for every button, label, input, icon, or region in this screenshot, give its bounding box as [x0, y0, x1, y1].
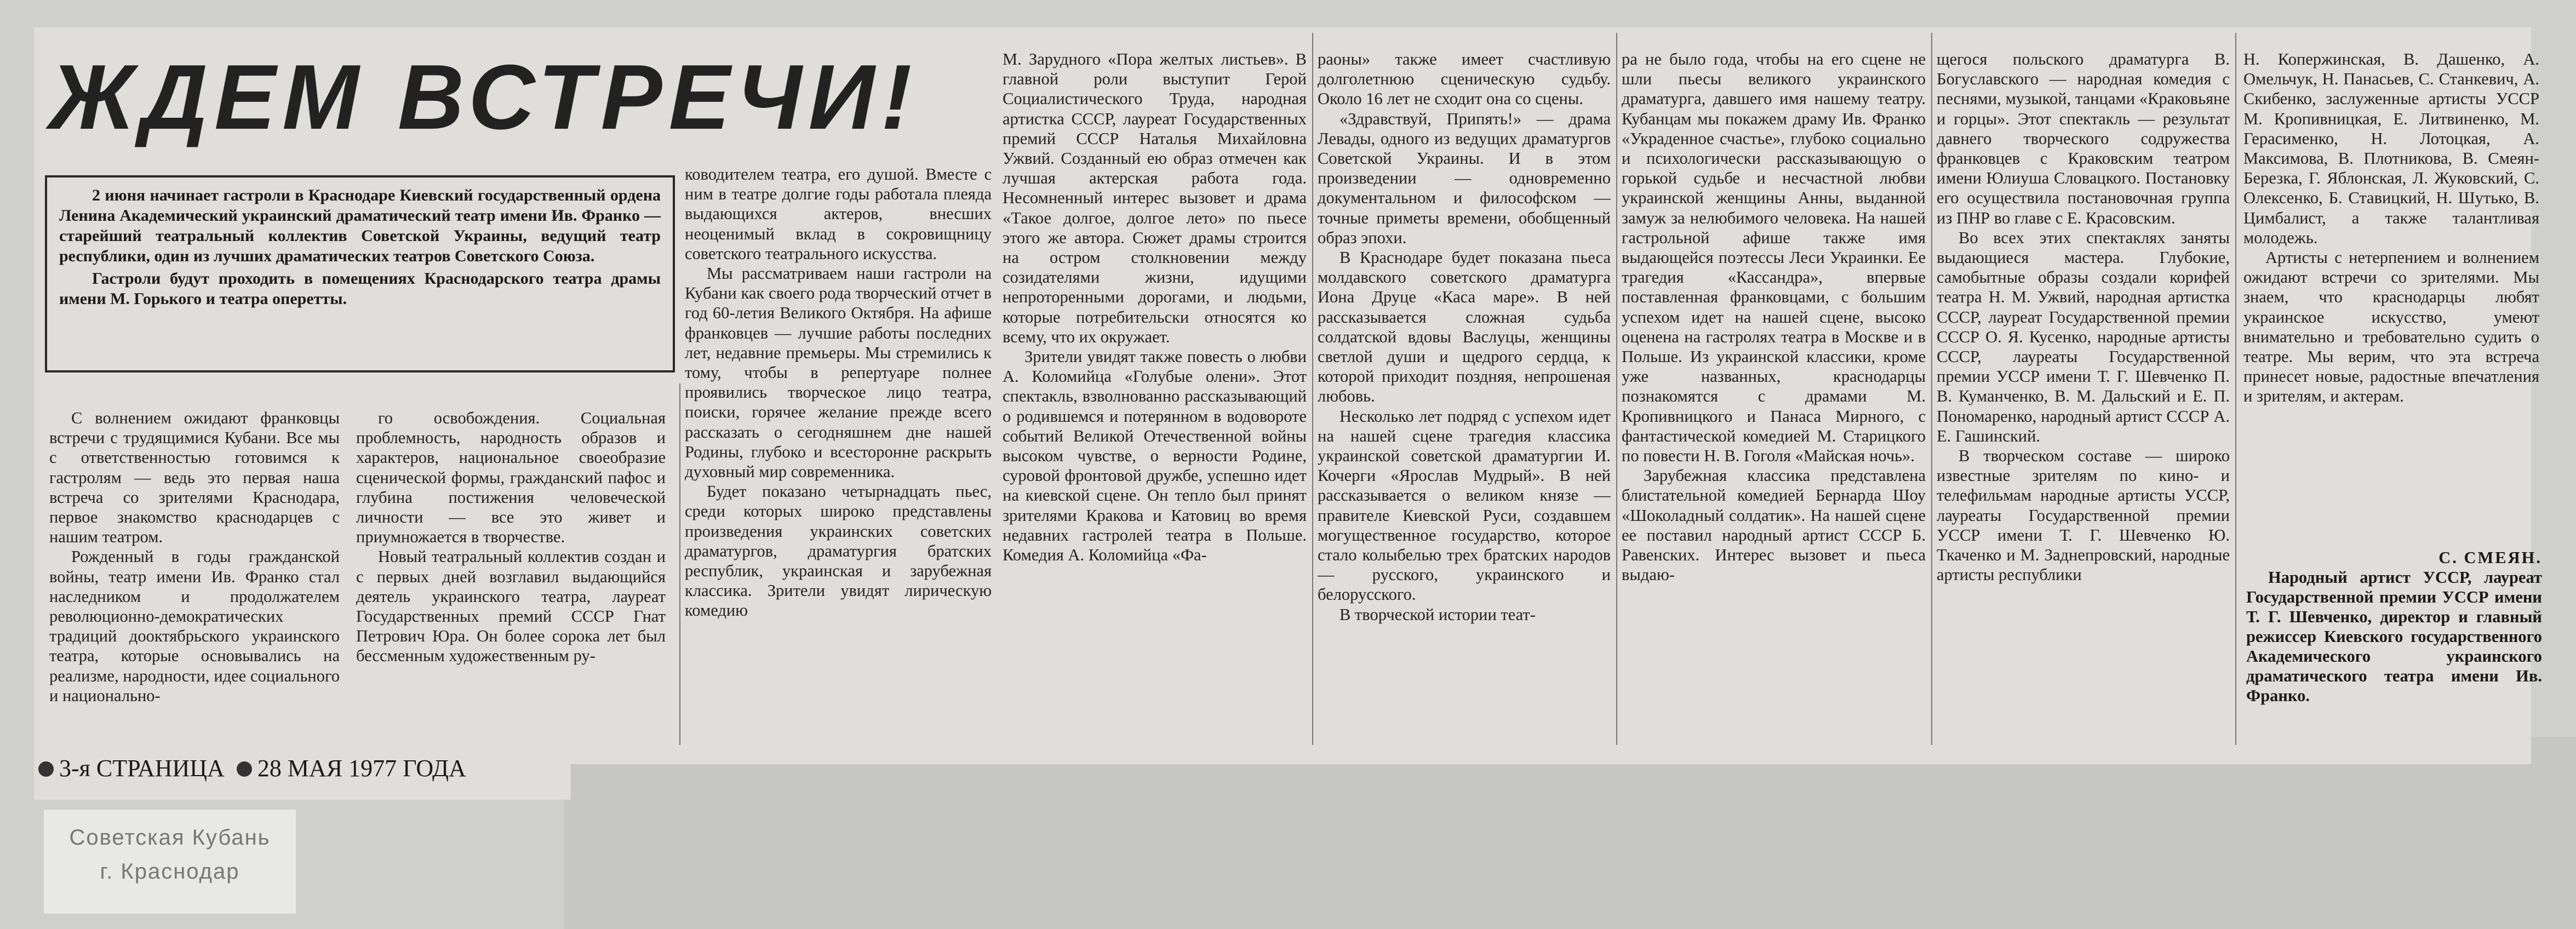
- paragraph: раоны» также имеет счастливую долголетнюю сценическую судьбу. Около 16 лет не сходит она со сцены.: [1318, 50, 1611, 108]
- paragraph: В творческом составе — широко известные зрителям по кино- и телефильмам народные артисты УССР, лауреаты Государственной премии УССР имени Т. Г. Шевченко Ю. Ткаченко и М. Заднепровский, народные артисты республики: [1937, 446, 2230, 584]
- scan-background: [564, 737, 2576, 929]
- author-signoff: [2246, 548, 2542, 706]
- page-number: 3-я СТРАНИЦА: [59, 755, 225, 782]
- paragraph: Во всех этих спектаклях заняты выдающиеся мастера. Глубокие, самобытные образы создали корифей театра Н. М. Ужвий, народная артистка СССР, лауреат Государственной премии СССР О. Я. Кусенко, народные артисты СССР, лауреаты Государственной премии УССР имени Т. Г. Шевченко П. В. Куманченко, В. М. Дальский и Е. П. Пономаренко, народный артист СССР А. Е. Гашинский.: [1937, 228, 2230, 445]
- stamp-city: г. Краснодар: [100, 859, 240, 884]
- paragraph: «Здравствуй, Припять!» — драма Левады, одного из ведущих драматургов Советской Украины. И в этом произведении — одновременно документальном и философском — точные приметы времени, обобщенный образ эпохи.: [1318, 109, 1611, 247]
- paragraph: Н. Копержинская, В. Дашенко, А. Омельчук, Н. Панасьев, С. Станкевич, А. Скибенко, заслуженные артисты УССР М. Кропивницкая, Е. Литвиненко, М. Герасименко, Н. Лотоцкая, А. Максимова, В. Плотникова, В. Смеян-Березка, Г. Яблонская, Л. Жуковский, С. Олексенко, Б. Ставицкий, Н. Шутько, В. Цимбалист, а также талантливая молодежь.: [2243, 50, 2539, 247]
- page-folio: [38, 755, 586, 782]
- column-rule: [1312, 33, 1313, 745]
- article-column-1: [49, 408, 340, 737]
- bullet-icon: [38, 761, 54, 777]
- paragraph: Несколько лет подряд с успехом идет на нашей сцене трагедия классика украинской советской драматургии И. Кочерги «Ярослав Мудрый». В ней рассказывается о великом князе — правителе Киевской Руси, создавшем могущественное государство, которое стало колыбелью трех братских народов — русского, украинского и белорусского.: [1318, 406, 1611, 604]
- paragraph: Зрители увидят также повесть о любви А. Коломийца «Голубые олени». Этот спектакль, взволнованно рассказывающий о родившемся и потерянном в водовороте событий Великой Отечественной войны высоком чувстве, о верности Родине, суровой фронтовой дружбе, успешно идет на киевской сцене. Он тепло был принят зрителями Кракова и Катовиц во время недавних гастролей театра в Польше. Комедия А. Коломийца «Фа-: [1003, 347, 1307, 565]
- paragraph: ра не было года, чтобы на его сцене не шли пьесы великого украинского драматурга, давшего имя нашему театру. Кубанцам мы покажем драму Ив. Франко «Украденное счастье», глубоко социально и психологически рассказывающую о горькой судьбе и несчастной любви украинской женщины Анны, выданной замуж за нелюбимого человека. На нашей гастрольной афише также имя выдающейся поэтессы Леси Украинки. Ее трагедия «Кассандра», впервые поставленная франковцами, с большим успехом идет на нашей сцене, высоко оценена на гастролях театра в Москве и в Польше. Из украинской классики, кроме уже названных, краснодарцы познакомятся с драмами М. Кропивницкого и Панаса Мирного, с фантастической комедией М. Старицкого по повести Н. В. Гоголя «Майская ночь».: [1622, 50, 1926, 466]
- article-column-5: [1318, 49, 1611, 737]
- issue-date: 28 МАЯ 1977 ГОДА: [257, 755, 466, 782]
- column-rule: [1931, 33, 1932, 745]
- paragraph: В Краснодаре будет показана пьеса молдавского советского драматурга Иона Друце «Каса маре». В ней рассказывается сложная судьба солдатской вдовы Васлуцы, женщины светлой души и щедрого сердца, к которой приходит поздняя, непрошеная любовь.: [1318, 248, 1611, 406]
- author-title: Народный артист УССР, лауреат Государственной премии УССР имени Т. Г. Шевченко, директор и главный режиссер Киевского государственного Академического украинского драматического театра имени Ив. Франко.: [2246, 568, 2542, 705]
- paragraph: щегося польского драматурга В. Богуславского — народная комедия с песнями, музыкой, танцами «Краковьяне и горцы». Этот спектакль — результат давнего творческого содружества франковцев с Краковским театром имени Юлиуша Словацкого. Постановку его осуществила постановочная группа из ПНР во главе с Е. Красовским.: [1937, 50, 2230, 227]
- paragraph: М. Зарудного «Пора желтых листьев». В главной роли выступит Герой Социалистического Труда, народная артистка СССР, лауреат Государственных премий СССР Наталья Михайловна Ужвий. Созданный ею образ отмечен как лучшая актерская работа года. Несомненный интерес вызовет и драма «Такое долгое, долгое лето» по пьесе этого же автора. Сюжет драмы строится на остром столкновении между созидателями жизни, идущими непроторенными дорогами, и людьми, которые потребительски относятся ко всему, что их окружает.: [1003, 50, 1307, 346]
- column-rule: [1616, 33, 1617, 745]
- paragraph: Новый театральный коллектив создан и с первых дней возглавил выдающийся деятель украинского театра, лауреат Государственных премий СССР Гнат Петрович Юра. Он более сорока лет был бессменным художественным ру-: [356, 547, 666, 666]
- paragraph: го освобождения. Социальная проблемность, народность образов и характеров, национальное своеобразие сценической формы, гражданский пафос и глубина постижения человеческой личности — все это живет и приумножается в творчестве.: [356, 409, 666, 547]
- source-stamp: [44, 810, 296, 914]
- paragraph: Будет показано четырнадцать пьес, среди которых широко представлены произведения украинских советских драматургов, драматургия братских республик, украинская и зарубежная классика. Зрители увидят лирическую комедию: [685, 482, 992, 620]
- paragraph: Мы рассматриваем наши гастроли на Кубани как своего рода творческий отчет в год 60-летия Великого Октября. На афише франковцев — лучшие работы последних лет, недавние премьеры. Мы стремились к тому, чтобы в репертуаре полнее проявились творческое лицо театра, поиски, горячее желание прежде всего рассказать о сегодняшнем дне нашей Родины, глубоко и всесторонне раскрыть духовный мир современника.: [685, 264, 992, 481]
- paragraph: Зарубежная классика представлена блистательной комедией Бернарда Шоу «Шоколадный солдатик». На нашей сцене ее поставил народный артист СССР Б. Равенских. Интерес вызовет и пьеса выдаю-: [1622, 466, 1926, 584]
- paragraph: Рожденный в годы гражданской войны, театр имени Ив. Франко стал наследником и продолжателем революционно-демократических традиций дооктябрьского украинского театра, которые основывались на реализме, народности, идее социального и национально-: [49, 547, 340, 705]
- lead-box: [45, 175, 675, 372]
- stamp-newspaper-name: Советская Кубань: [69, 825, 271, 850]
- paragraph: ководителем театра, его душой. Вместе с ним в театре долгие годы работала плеяда выдающихся актеров, внесших неоценимый вклад в сокровищницу советского театрального искусства.: [685, 165, 992, 263]
- article-column-8: [2243, 49, 2539, 542]
- column-rule: [679, 383, 680, 745]
- paragraph: В творческой истории теат-: [1339, 605, 1536, 624]
- paragraph: Артисты с нетерпением и волнением ожидают встречи со зрителями. Мы знаем, что краснодарцы любят украинское искусство, умеют внимательно и требовательно судить о театре. Мы верим, что эта встреча принесет новые, радостные впечатления и зрителям, и актерам.: [2243, 248, 2539, 406]
- bullet-icon: [237, 761, 252, 777]
- lead-paragraph: Гастроли будут проходить в помещениях Краснодарского театра драмы имени М. Горького и театра оперетты.: [59, 269, 661, 308]
- column-rule: [2235, 33, 2236, 745]
- article-column-7: [1937, 49, 2230, 737]
- headline: ЖДЕМ ВСТРЕЧИ!: [49, 45, 919, 148]
- author-name: С. СМЕЯН.: [2438, 548, 2542, 567]
- article-column-3: [685, 164, 992, 737]
- article-column-6: [1622, 49, 1926, 737]
- article-column-2: [356, 408, 666, 737]
- paragraph: С волнением ожидают франковцы встречи с трудящимися Кубани. Все мы с ответственностью готовимся к гастролям — ведь это первая наша встреча со зрителями Краснодара, первое знакомство краснодарцев с нашим театром.: [49, 409, 340, 547]
- lead-paragraph: 2 июня начинает гастроли в Краснодаре Киевский государственный ордена Ленина Академический украинский драматический театр имени Ив. Франко — старейший театральный коллектив Советской Украины, ведущий театр республики, один из лучших драматических театров Советского Союза.: [59, 186, 661, 265]
- article-column-4: [1003, 49, 1307, 737]
